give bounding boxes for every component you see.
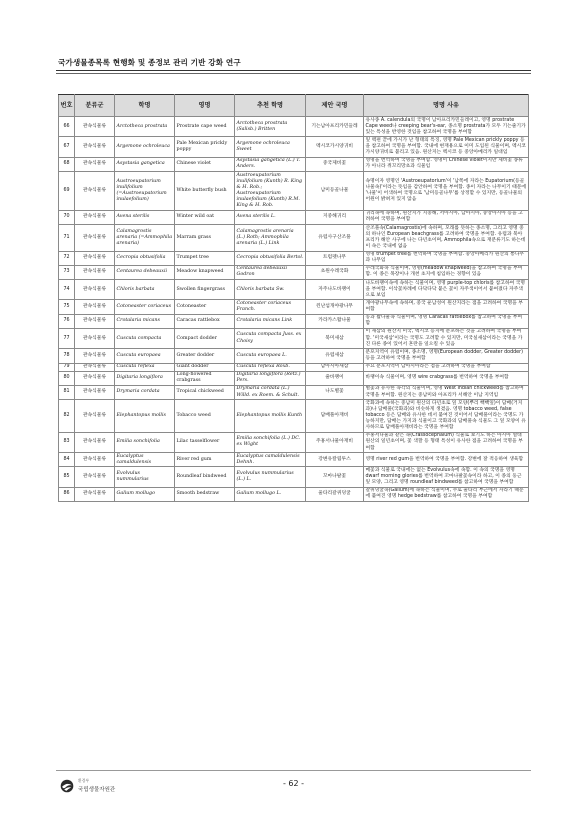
scientific-name: Argemone ochroleuca xyxy=(115,137,175,157)
english-name: Chinese violet xyxy=(175,157,235,171)
taxon-group: 관속식물류 xyxy=(75,251,115,265)
recommended-name: Cecropia obtusifolia Bertol. xyxy=(235,251,306,265)
header-rule-thin xyxy=(56,73,531,74)
recommended-name: Centaurea debeauxii Godron xyxy=(235,265,306,279)
taxon-group: 관속식물류 xyxy=(75,385,115,399)
proposed-korean-name: 카라카스활나물 xyxy=(306,314,364,328)
recommended-name: Arctotheca prostrata (Salisb.) Britten xyxy=(235,117,306,137)
proposed-korean-name: 강변유칼립투스 xyxy=(306,453,364,467)
taxon-group: 관속식물류 xyxy=(75,137,115,157)
english-name: Tropical chickweed xyxy=(175,385,235,399)
ministry-label: 환경부 xyxy=(78,778,90,783)
proposed-korean-name: 담배풀아재비 xyxy=(306,400,364,433)
recommended-name: Eucalyptus camaldulensis Dehnh. xyxy=(235,453,306,467)
row-number: 74 xyxy=(59,280,75,300)
english-name: Winter wild oat xyxy=(175,210,235,224)
proposed-korean-name: 꼬마나팔꽃 xyxy=(306,467,364,487)
english-name: Prostrate cape weed xyxy=(175,117,235,137)
table-row xyxy=(59,328,529,348)
row-number: 66 xyxy=(59,117,75,137)
proposed-korean-name: 주홍서나물아재비 xyxy=(306,432,364,452)
recommended-name: Galium mollugo L. xyxy=(235,487,306,501)
naming-reason: 콩과 활나물속 식물이며, 영명 Caracas rattlebox를 참고하여 국명을 부여함 xyxy=(364,314,529,328)
naming-reason: 영명 trumpet tree를 번역하여 국명을 부여함. 중앙아메리카 원산의 뽕나무과 나무임 xyxy=(364,251,529,265)
col-header-recommended-name: 추천 학명 xyxy=(235,95,306,117)
col-header-scientific-name: 학명 xyxy=(115,95,175,117)
table-row xyxy=(59,157,529,171)
english-name: Marram grass xyxy=(175,225,235,252)
proposed-korean-name: 기는남아프리카민들레 xyxy=(306,117,364,137)
naming-reason: 바랭이속 식물이며, 영명 wire crabgrass를 번역하여 국명을 부여함 xyxy=(364,371,529,385)
row-number: 84 xyxy=(59,453,75,467)
taxon-group: 관속식물류 xyxy=(75,210,115,224)
proposed-korean-name: 유럽새삼 xyxy=(306,349,364,363)
naming-reason: 수레국화속 식물이며, 영명(meadow knapweed)을 참고하여 국명을 부여함. 이 종은 목장이나 개천 초지에 침입하는 경향이 있음 xyxy=(364,265,529,279)
table-row xyxy=(59,137,529,157)
table-row xyxy=(59,300,529,314)
naming-reason: 이 새삼의 원산지 미국, 멕시코 등지에 분포하는 것을 고려하여 국명을 부여함. '미국새삼'이라는 국명도 고려할 수 있지만, 미국실새삼이라는 국명을 가진 다른 종이 있어서 혼란을 일으킬 수 있음 xyxy=(364,328,529,348)
taxon-group: 관속식물류 xyxy=(75,363,115,371)
naming-reason: 속명이자 영명인 'Austroeupatorium'이 '남쪽에 자라는 Eupatorium(등골나물속)'이라는 뜻임을 감안하여 국명을 부여함. 종이 자라는 나무이기 때문에 '나물'이 어색하여 국명으로 '남미등골나무'를 상정할 수 있지만, 등골나물의 어원이 밝혀져 있지 않음 xyxy=(364,172,529,211)
english-name: Trumpet tree xyxy=(175,251,235,265)
col-header-proposed-korean-name: 제안 국명 xyxy=(306,95,364,117)
taxon-group: 관속식물류 xyxy=(75,265,115,279)
naming-reason: 별꽃과 유사한 속각의 식물이며, 영명 West Indian chickweed를 참고하여 국명을 부여함. 원산지는 중남미와 아프리카 서해안 이남 지역임 xyxy=(364,385,529,399)
scientific-name: Cuscuta europaea xyxy=(115,349,175,363)
row-number: 78 xyxy=(59,349,75,363)
row-number: 82 xyxy=(59,400,75,433)
row-number: 81 xyxy=(59,385,75,399)
page-header-title: 국가생물종목록 현행화 및 종정보 관리 기반 강화 연구 xyxy=(58,58,241,67)
english-name: White butterfly bush xyxy=(175,172,235,211)
english-name: Swollen fingergrass xyxy=(175,280,235,300)
scientific-name: Digitaria longiflora xyxy=(115,371,175,385)
scientific-name: Eucalyptus camaldulensis xyxy=(115,453,175,467)
table-row xyxy=(59,314,529,328)
table-row xyxy=(59,467,529,487)
english-name: River red gum xyxy=(175,453,235,467)
scientific-name: Galium mollugo xyxy=(115,487,175,501)
proposed-korean-name: 트럼펫나무 xyxy=(306,251,364,265)
english-name: Lilac tasselflower xyxy=(175,432,235,452)
naming-reason: 주홍서나물과 같은 속(Crassocephalum) 식물로 보기도 하는 아시아 열대 원산의 일년초이며, 꽃 색깔 등 형태 특성이 유사한 점을 고려하여 국명을 부여함 xyxy=(364,432,529,452)
recommended-name: Avena sterilis L. xyxy=(235,210,306,224)
species-table xyxy=(58,94,529,502)
naming-reason: 나도바랭이속에 속하는 식물이며, 영명 purple-top chloris를 참고하여 국명을 부여함. 이삭꽃차례에 다닥다닥 붙은 꽃이 자주색이어서 붙여졌다 자주색으로 보임 xyxy=(364,280,529,300)
recommended-name: Calamagrostis arenaria (L.) Roth; Ammophila arenaria (L.) Link xyxy=(235,225,306,252)
scientific-name: Chloris barbata xyxy=(115,280,175,300)
english-name: Roundleaf bindweed xyxy=(175,467,235,487)
row-number: 70 xyxy=(59,210,75,224)
scientific-name: Evolvulus nummularius xyxy=(115,467,175,487)
taxon-group: 관속식물류 xyxy=(75,300,115,314)
table-row xyxy=(59,385,529,399)
naming-reason: 개야광나무속에 속하며, 중국 운남성이 원산지라는 점을 고려하여 국명을 부여함 xyxy=(364,300,529,314)
english-name: Giant dodder xyxy=(175,363,235,371)
naming-reason: 영명 river red gum을 번역하여 국명을 부여함. 강변에 잘 적응하여 생육함 xyxy=(364,453,529,467)
scientific-name: Arctotheca prostrata xyxy=(115,117,175,137)
scientific-name: Drymaria cordata xyxy=(115,385,175,399)
table-row xyxy=(59,453,529,467)
table-body xyxy=(59,117,529,502)
scientific-name: Emilia sonchifolia xyxy=(115,432,175,452)
taxon-group: 관속식물류 xyxy=(75,487,115,501)
recommended-name: Cotoneaster coriaceus Franch. xyxy=(235,300,306,314)
table-row xyxy=(59,210,529,224)
table-row xyxy=(59,117,529,137)
recommended-name: Drymaria cordata (L.) Willd. ex Roem. & Schult. xyxy=(235,385,306,399)
table-row xyxy=(59,225,529,252)
row-number: 83 xyxy=(59,432,75,452)
taxon-group: 관속식물류 xyxy=(75,225,115,252)
naming-reason: 국화과에 속하는 중남미 원산의 다년초로 잎 모양(뿌리 빽빽잎)이 담배(거지과)나 담배풀(국화과)와 비슷하게 생겼음. 영명 tobacco weed, false tobacco 등은 담배와 유사한 데서 붙여진 것이어서 담배풀이라는 국명도 가능하지만, 담배는 가지과 식물이고 국화과의 담배풀속 식물도 그 잎 모양이 유사하므로 담배풀아재비라는 국명을 부여함 xyxy=(364,400,529,433)
recommended-name: Cuscuta reflexa Roxb. xyxy=(235,363,306,371)
col-header-english-name: 영명 xyxy=(175,95,235,117)
naming-reason: 산조풀속(Calamagrostis)에 속하며, 모래를 뜻하는 종소명, 그리고 영명 중의 하나인 European beachgrass를 고려하여 국명을 부여함. 유럽과 북아프리카 해안 사구에 나는 다년초이며, Ammophila속으로 재분류기도 하는데 이 속은 국내에 없음 xyxy=(364,225,529,252)
table-row xyxy=(59,371,529,385)
scientific-name: Cotoneaster coriaceus xyxy=(115,300,175,314)
proposed-korean-name: 남미등골나물 xyxy=(306,172,364,211)
footer-rule xyxy=(56,770,531,771)
naming-reason: 갈퀴덩굴속(Galium)에 속하는 식물이며, 주로 울타리 부근에서 자라기 때문에 붙여진 영명 hedge bedstraw를 참고하여 국명을 부여함 xyxy=(364,487,529,501)
taxon-group: 관속식물류 xyxy=(75,467,115,487)
page-number: - 62 - xyxy=(282,779,305,788)
proposed-korean-name: 줄바랭이 xyxy=(306,371,364,385)
recommended-name: Elephantopus mollis Kunth xyxy=(235,400,306,433)
proposed-korean-name: 남아시아새삼 xyxy=(306,363,364,371)
recommended-name: Evolvulus nummularius (L.) L. xyxy=(235,467,306,487)
row-number: 77 xyxy=(59,328,75,348)
taxon-group: 관속식물류 xyxy=(75,157,115,171)
scientific-name: Cuscuta reflexa xyxy=(115,363,175,371)
recommended-name: Digitaria longiflora (Retz.) Pers. xyxy=(235,371,306,385)
table-row xyxy=(59,487,529,501)
english-name: Greater dodder xyxy=(175,349,235,363)
proposed-korean-name: 유럽사구산조풀 xyxy=(306,225,364,252)
scientific-name: Calamagrostis arenaria (=Ammophila arenaria) xyxy=(115,225,175,252)
table-row xyxy=(59,265,529,279)
naming-reason: 유사종 A. calendula의 국명이 남아프리카민들레이고, 영명 prostrate Cape weed나 creeping bear's-ear, 종소명 prostrata가 모두 기는줄기가 있는 특성을 반영한 것임을 참고하여 국명을 부여함 xyxy=(364,117,529,137)
naming-reason: 분포지역이 유럽이며, 종소명, 영명(European dodder, Greater dodder) 등을 고려하여 국명을 부여함 xyxy=(364,349,529,363)
table-row xyxy=(59,432,529,452)
naming-reason: 메꽃과 식물로 국내에는 없는 Evolvulus속에 속함. 이 속의 국명을 영명 dwarf morning glories를 번역하여 꼬마나팔꽃속이라 하고, 이 종의 둥근 잎 모양, 그리고 영명 roundleaf bindweed를 참고하여 국명을 부여함 xyxy=(364,467,529,487)
proposed-korean-name: 자주나도바랭이 xyxy=(306,280,364,300)
row-number: 76 xyxy=(59,314,75,328)
proposed-korean-name: 나도별꽃 xyxy=(306,385,364,399)
proposed-korean-name: 중국제비꽃 xyxy=(306,157,364,171)
col-header-no: 번호 xyxy=(59,95,75,117)
english-name: Tobacco weed xyxy=(175,400,235,433)
scientific-name: Cecropia obtusifolia xyxy=(115,251,175,265)
english-name: Meadow knapweed xyxy=(175,265,235,279)
header-rule xyxy=(56,70,531,71)
institute-name: 국립생물자원관 xyxy=(78,787,116,793)
row-number: 68 xyxy=(59,157,75,171)
naming-reason: 잎 맥편 끝에 가시가 난 형태의 특징, 영명 Pale Mexican prickly poppy 등을 참고하여 국명을 부여함. 국내에 현재용으로 이미 도입된 식물이며, 멕시코가시양귀비로 불리고 있음. 원산지는 멕시코 등 중앙아메리카 일대임 xyxy=(364,137,529,157)
taxon-group: 관속식물류 xyxy=(75,328,115,348)
table-row xyxy=(59,280,529,300)
taxon-group: 관속식물류 xyxy=(75,117,115,137)
recommended-name: Austroeupatorium inulifolium (Kunth) R. King & H. Rob.; Austroeupatorium inulaefolium (Kunth) R.M. King & H. Rob. xyxy=(235,172,306,211)
row-number: 69 xyxy=(59,172,75,211)
row-number: 73 xyxy=(59,265,75,279)
row-number: 75 xyxy=(59,300,75,314)
col-header-naming-reason: 명명 사유 xyxy=(364,95,529,117)
taxon-group: 관속식물류 xyxy=(75,453,115,467)
taxon-group: 관속식물류 xyxy=(75,280,115,300)
row-number: 85 xyxy=(59,467,75,487)
scientific-name: Asystasia gangetica xyxy=(115,157,175,171)
table-row xyxy=(59,251,529,265)
proposed-korean-name: 윈난섬개야광나무 xyxy=(306,300,364,314)
row-number: 67 xyxy=(59,137,75,157)
recommended-name: Emilia sonchifolia (L.) DC. ex Wight xyxy=(235,432,306,452)
english-name: Long-flowered crabgrass xyxy=(175,371,235,385)
row-number: 79 xyxy=(59,363,75,371)
proposed-korean-name: 지중해귀리 xyxy=(306,210,364,224)
recommended-name: Chloris barbata Sw. xyxy=(235,280,306,300)
taxon-group: 관속식물류 xyxy=(75,432,115,452)
scientific-name: Cuscuta compacta xyxy=(115,328,175,348)
english-name: Cotoneaster xyxy=(175,300,235,314)
taxon-group: 관속식물류 xyxy=(75,371,115,385)
taxon-group: 관속식물류 xyxy=(75,349,115,363)
scientific-name: Crotalaria micans xyxy=(115,314,175,328)
taxon-group: 관속식물류 xyxy=(75,400,115,433)
row-number: 72 xyxy=(59,251,75,265)
recommended-name: Crotalaria micans Link xyxy=(235,314,306,328)
table-row xyxy=(59,172,529,211)
scientific-name: Avena sterilis xyxy=(115,210,175,224)
naming-reason: 주요 분포지역이 남아시아라는 점을 고려하여 국명을 부여함 xyxy=(364,363,529,371)
row-number: 86 xyxy=(59,487,75,501)
col-header-group: 분류군 xyxy=(75,95,115,117)
proposed-korean-name: 북미새삼 xyxy=(306,328,364,348)
table-header-row xyxy=(59,95,529,117)
recommended-name: Cuscuta europaea L. xyxy=(235,349,306,363)
taxon-group: 관속식물류 xyxy=(75,314,115,328)
scientific-name: Elephantopus mollis xyxy=(115,400,175,433)
table-row xyxy=(59,400,529,433)
recommended-name: Asystasia gangetica (L.) T. Anders. xyxy=(235,157,306,171)
row-number: 80 xyxy=(59,371,75,385)
english-name: Pale Mexican prickly poppy xyxy=(175,137,235,157)
recommended-name: Cuscuta compacta Juss. ex Choisy xyxy=(235,328,306,348)
proposed-korean-name: 울타리갈퀴덩굴 xyxy=(306,487,364,501)
proposed-korean-name: 초원수레국화 xyxy=(306,265,364,279)
table-row xyxy=(59,349,529,363)
taxon-group: 관속식물류 xyxy=(75,172,115,211)
naming-reason: 귀리속에 속하며, 원산지가 지중해, 서아시아, 남아시아, 중앙아시아 등을 고려하여 국명을 부여함 xyxy=(364,210,529,224)
scientific-name: Austroeupatorium inulifolium (=Austroeupatorium inulaefolium) xyxy=(115,172,175,211)
recommended-name: Argemone ochroleuca Sweet xyxy=(235,137,306,157)
english-name: Caracas rattlebox xyxy=(175,314,235,328)
naming-reason: 영명을 번역하여 국명을 부여함. 영명이 Chinese violet이지만 제비꽃 종류가 아니라 쥐꼬리망초과 식물임 xyxy=(364,157,529,171)
scientific-name: Centaurea debeauxii xyxy=(115,265,175,279)
english-name: Compact dodder xyxy=(175,328,235,348)
row-number: 71 xyxy=(59,225,75,252)
table-row xyxy=(59,363,529,371)
proposed-korean-name: 멕시코가시양귀비 xyxy=(306,137,364,157)
english-name: Smooth bedstraw xyxy=(175,487,235,501)
